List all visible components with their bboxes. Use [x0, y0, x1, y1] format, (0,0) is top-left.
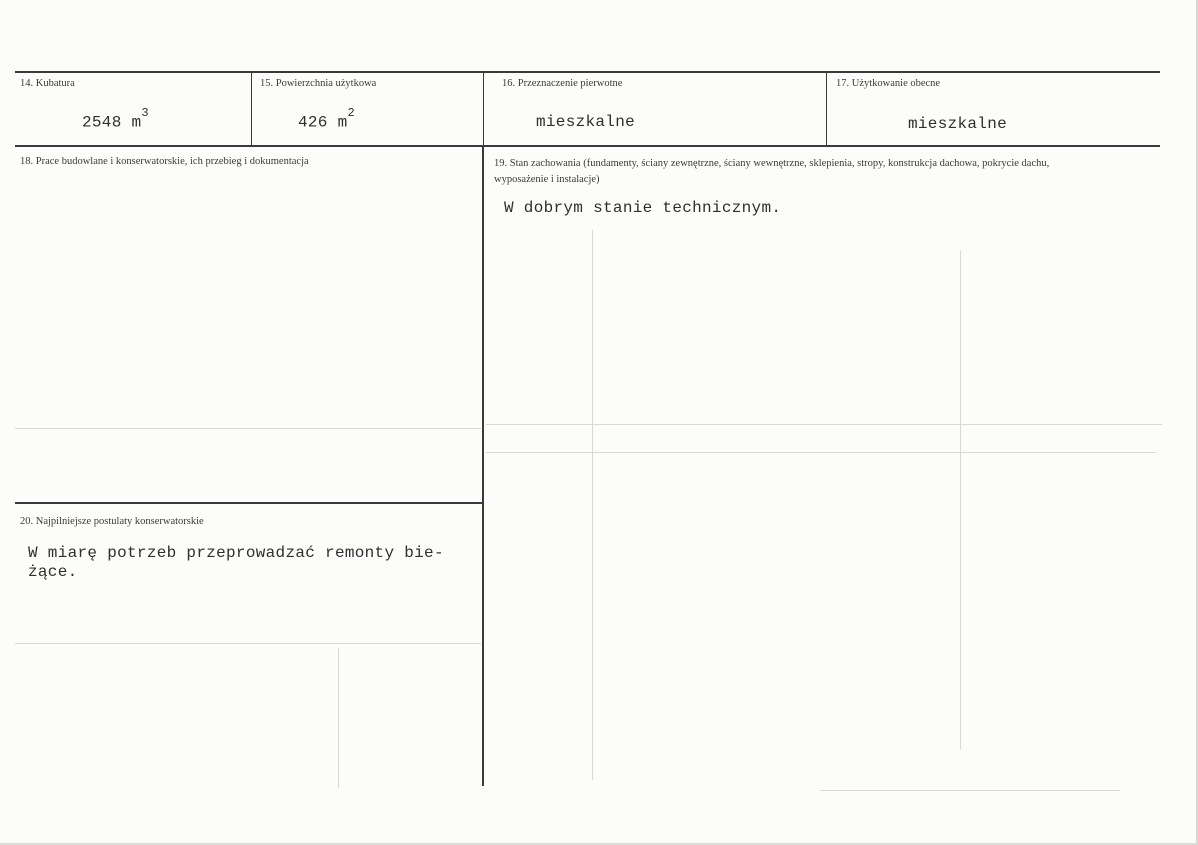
bleed-line: [15, 643, 481, 644]
row1-bottom-rule: [15, 145, 1160, 147]
przeznaczenie-label: 16. Przeznaczenie pierwotne: [502, 78, 623, 89]
section18-bottom-rule: [15, 502, 483, 504]
uzytkowanie-label: 17. Użytkowanie obecne: [836, 78, 941, 89]
powierzchnia-label: 15. Powierzchnia użytkowa: [260, 78, 377, 89]
powierzchnia-unit: m: [337, 113, 348, 132]
przeznaczenie-value: mieszkalne: [536, 113, 636, 131]
powierzchnia-unit-exp: 2: [347, 106, 356, 120]
bleed-line: [486, 452, 1156, 453]
kubatura-label: 14. Kubatura: [20, 78, 75, 89]
top-rule: [15, 71, 1160, 73]
row1-divider-1: [251, 72, 252, 146]
postulaty-value: W miarę potrzeb przeprowadzać remonty bie-żące.: [28, 544, 444, 581]
stan-label: 19. Stan zachowania (fundamenty, ściany zewnętrzne, ściany wewnętrzne, sklepienia, stropy, konstrukcja dachowa, pokrycie dachu, wyposażenie i instalacje): [494, 158, 1050, 185]
bleed-line: [820, 790, 1120, 791]
row1-divider-2: [483, 72, 484, 146]
kubatura-number: 2548: [82, 113, 122, 132]
main-column-divider: [482, 146, 484, 786]
bleed-line: [486, 424, 1162, 425]
kubatura-unit: m: [131, 113, 142, 132]
bleed-line: [15, 428, 481, 429]
bleed-line: [592, 230, 593, 780]
kubatura-value: [82, 106, 149, 132]
row1-divider-3: [826, 72, 827, 146]
kubatura-unit-exp: 3: [141, 106, 149, 120]
bleed-line: [960, 250, 961, 750]
uzytkowanie-value: mieszkalne: [908, 115, 1008, 133]
postulaty-label: 20. Najpilniejsze postulaty konserwatorskie: [20, 516, 204, 527]
powierzchnia-value: [298, 106, 356, 132]
bleed-line: [338, 648, 339, 788]
powierzchnia-number: 426: [298, 113, 328, 132]
stan-value: W dobrym stanie technicznym.: [504, 199, 782, 217]
prace-label: 18. Prace budowlane i konserwatorskie, ich przebieg i dokumentacja: [20, 156, 309, 167]
